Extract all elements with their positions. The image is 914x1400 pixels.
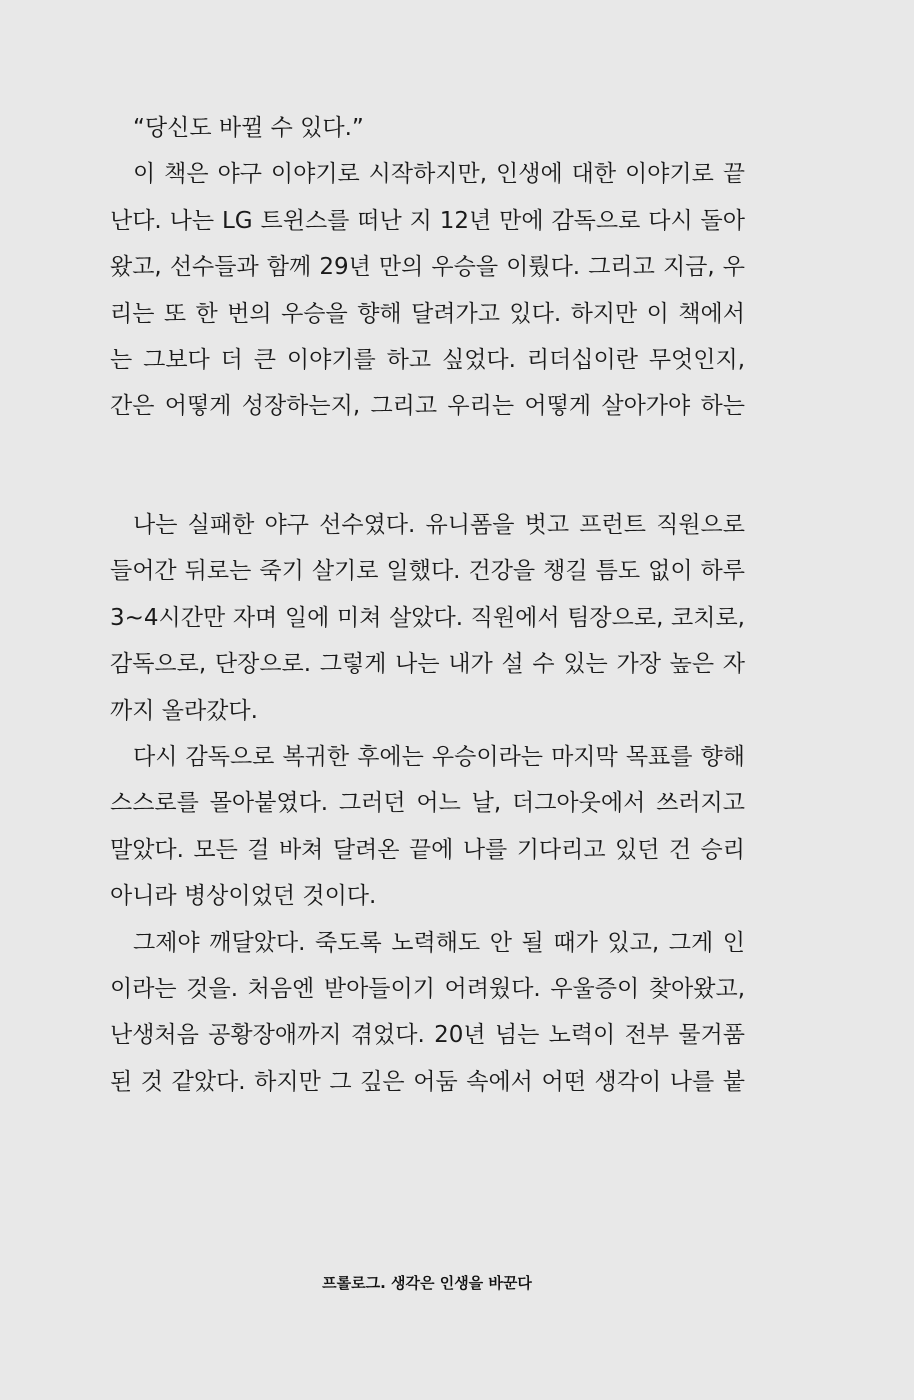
body-line: 감독으로, 단장으로. 그렇게 나는 내가 설 수 있는 가장 높은 자 xyxy=(110,651,745,678)
section-story xyxy=(110,502,745,1105)
body-line: 나는 실패한 야구 선수였다. 유니폼을 벗고 프런트 직원으로 xyxy=(133,512,745,538)
body-line: 간은 어떻게 성장하는지, 그리고 우리는 어떻게 살아가야 하는 xyxy=(110,393,745,420)
body-line: 왔고, 선수들과 함께 29년 만의 우승을 이뤘다. 그리고 지금, 우 xyxy=(110,254,745,281)
running-footer: 프롤로그. 생각은 인생을 바꾼다 xyxy=(322,1274,532,1292)
body-line: 스스로를 몰아붙였다. 그러던 어느 날, 더그아웃에서 쓰러지고 xyxy=(110,790,745,817)
body-line: 들어간 뒤로는 죽기 살기로 일했다. 건강을 챙길 틈도 없이 하루 xyxy=(110,558,745,585)
body-line: 난생처음 공황장애까지 겪었다. 20년 넘는 노력이 전부 물거품 xyxy=(110,1022,745,1049)
body-line: 난다. 나는 LG 트윈스를 떠난 지 12년 만에 감독으로 다시 돌아 xyxy=(110,207,745,234)
body-line: 까지 올라갔다. xyxy=(110,697,258,724)
body-line: 말았다. 모든 걸 바쳐 달려온 끝에 나를 기다리고 있던 건 승리 xyxy=(110,836,745,863)
section-intro xyxy=(110,105,745,430)
opening-quote: “당신도 바뀔 수 있다.” xyxy=(133,115,364,141)
body-line: 그제야 깨달았다. 죽도록 노력해도 안 될 때가 있고, 그게 인 xyxy=(133,929,745,956)
body-line: 리는 또 한 번의 우승을 향해 달려가고 있다. 하지만 이 책에서 xyxy=(110,300,745,327)
body-line: 이 책은 야구 이야기로 시작하지만, 인생에 대한 이야기로 끝 xyxy=(133,161,745,188)
body-line: 3~4시간만 자며 일에 미쳐 살았다. 직원에서 팀장으로, 코치로, xyxy=(110,604,745,631)
body-line: 된 것 같았다. 하지만 그 깊은 어둠 속에서 어떤 생각이 나를 붙 xyxy=(110,1068,745,1095)
body-line: 다시 감독으로 복귀한 후에는 우승이라는 마지막 목표를 향해 xyxy=(133,743,745,770)
body-line: 이라는 것을. 처음엔 받아들이기 어려웠다. 우울증이 찾아왔고, xyxy=(110,975,745,1002)
body-line: 는 그보다 더 큰 이야기를 하고 싶었다. 리더십이란 무엇인지, xyxy=(110,346,745,373)
body-line: 아니라 병상이었던 것이다. xyxy=(110,883,377,910)
